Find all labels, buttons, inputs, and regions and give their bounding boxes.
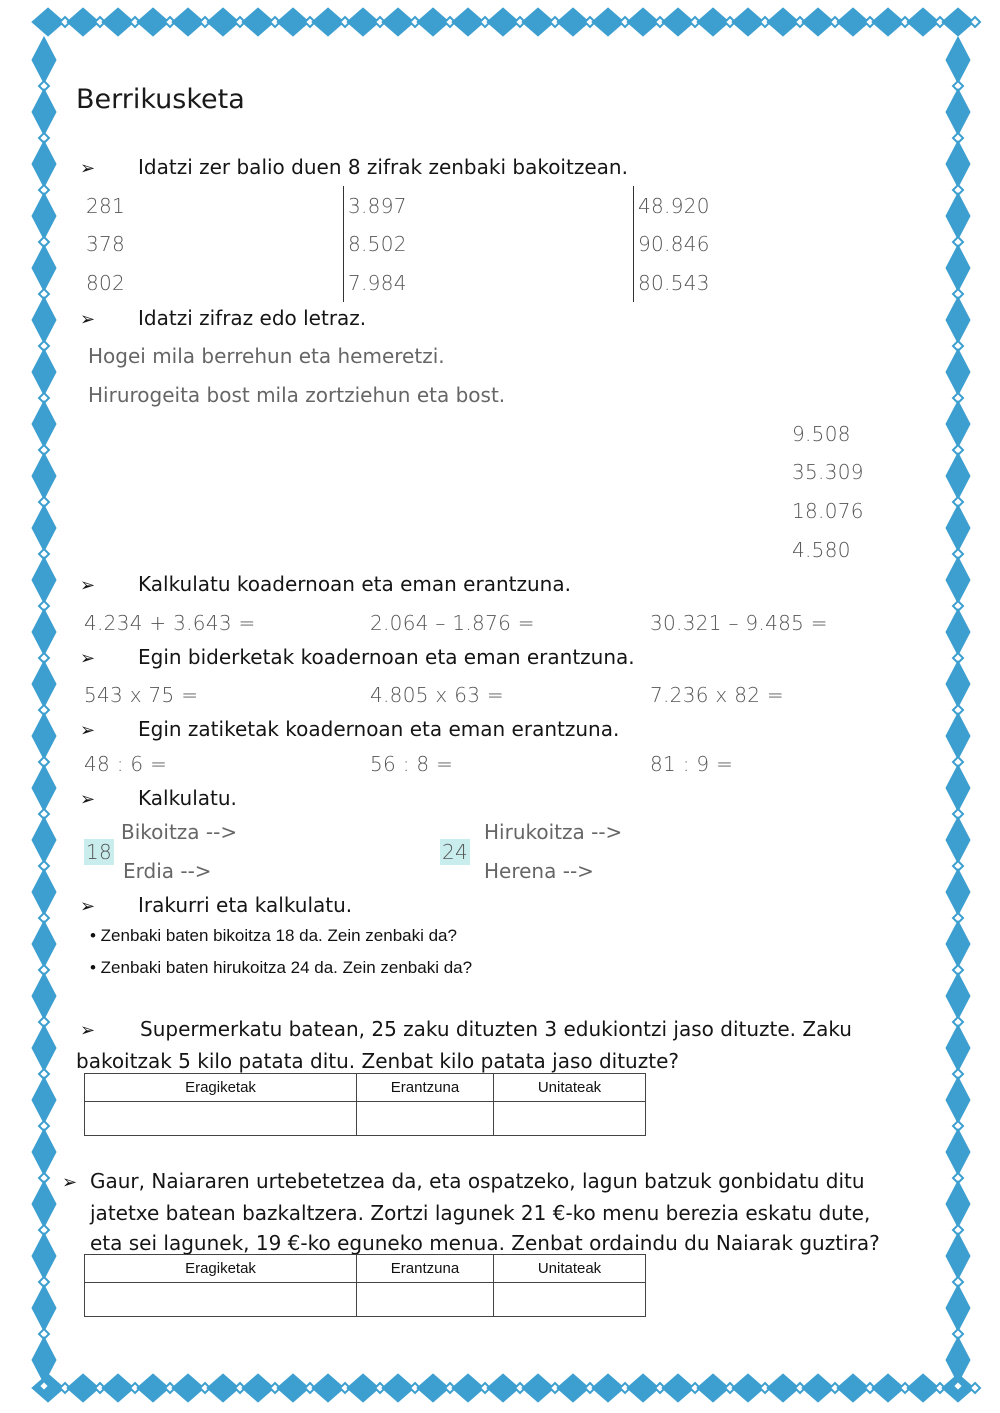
border-diamond-small bbox=[970, 17, 980, 27]
task-heading-write: ➢ Idatzi zifraz edo letraz. bbox=[80, 306, 367, 330]
column-divider bbox=[633, 186, 634, 302]
digit-number: 802 bbox=[86, 271, 126, 295]
digit-number: 378 bbox=[86, 232, 126, 256]
calc-number-box: 24 bbox=[442, 840, 469, 864]
arrow-bullet-icon: ➢ bbox=[80, 1020, 96, 1041]
calc-label: Erdia --> bbox=[123, 859, 212, 883]
arrow-bullet-icon: ➢ bbox=[80, 896, 96, 917]
answer-cell[interactable] bbox=[85, 1102, 357, 1136]
arrow-bullet-icon: ➢ bbox=[62, 1172, 78, 1193]
border-diamond bbox=[32, 141, 56, 187]
border-diamond bbox=[946, 1181, 970, 1227]
border-diamond bbox=[946, 609, 970, 655]
border-diamond bbox=[946, 921, 970, 967]
answer-cell[interactable] bbox=[85, 1283, 357, 1317]
border-diamond bbox=[946, 557, 970, 603]
border-diamond bbox=[32, 817, 56, 863]
multiply-exercise: 543 x 75 = bbox=[84, 683, 199, 707]
arrow-bullet-icon: ➢ bbox=[80, 309, 96, 330]
problem-text: ➢ Supermerkatu batean, 25 zaku dituzten 3 edukiontzi jaso dituzte. Zaku bakoitzak 5 kilo patata ditu. Zenbat kilo patata jaso dituzte? bbox=[76, 1017, 852, 1073]
table-header: Erantzuna bbox=[357, 1255, 494, 1283]
border-diamond bbox=[32, 1285, 56, 1331]
border-diamond bbox=[32, 765, 56, 811]
table-header: Unitateak bbox=[494, 1074, 646, 1102]
border-diamond bbox=[32, 349, 56, 395]
multiply-exercise: 7.236 x 82 = bbox=[650, 683, 784, 707]
border-diamond bbox=[946, 297, 970, 343]
border-diamond bbox=[32, 89, 56, 135]
addsub-exercise: 2.064 – 1.876 = bbox=[370, 611, 535, 635]
numeral-item: 35.309 bbox=[792, 460, 864, 484]
arrow-bullet-icon: ➢ bbox=[80, 575, 96, 596]
arrow-bullet-icon: ➢ bbox=[80, 158, 96, 179]
task-heading-read: ➢ Irakurri eta kalkulatu. bbox=[80, 893, 353, 917]
border-diamond bbox=[32, 245, 56, 291]
words-item: Hirurogeita bost mila zortziehun eta bost. bbox=[88, 383, 506, 407]
border-diamond bbox=[32, 973, 56, 1019]
numeral-item: 9.508 bbox=[792, 422, 851, 446]
border-diamond bbox=[32, 921, 56, 967]
border-diamond bbox=[32, 1337, 56, 1383]
arrow-bullet-icon: ➢ bbox=[80, 789, 96, 810]
border-diamond bbox=[946, 505, 970, 551]
table-header: Erantzuna bbox=[357, 1074, 494, 1102]
task-heading-calculate: ➢ Kalkulatu. bbox=[80, 786, 237, 810]
numeral-item: 18.076 bbox=[792, 499, 864, 523]
border-diamond bbox=[946, 349, 970, 395]
border-diamond bbox=[946, 1285, 970, 1331]
answer-cell[interactable] bbox=[357, 1283, 494, 1317]
border-diamond bbox=[946, 869, 970, 915]
border-diamond bbox=[32, 661, 56, 707]
border-diamond bbox=[32, 297, 56, 343]
arrow-bullet-icon: ➢ bbox=[80, 720, 96, 741]
border-diamond bbox=[32, 1077, 56, 1123]
digit-number: 48.920 bbox=[638, 194, 710, 218]
answer-cell[interactable] bbox=[494, 1102, 646, 1136]
calc-label: Hirukoitza --> bbox=[484, 820, 623, 844]
digit-number: 8.502 bbox=[348, 232, 407, 256]
digit-number: 281 bbox=[86, 194, 126, 218]
border-diamond bbox=[946, 141, 970, 187]
border-diamond bbox=[32, 869, 56, 915]
table-header: Eragiketak bbox=[85, 1074, 357, 1102]
calc-label: Bikoitza --> bbox=[121, 820, 238, 844]
border-diamond bbox=[32, 713, 56, 759]
answer-cell[interactable] bbox=[357, 1102, 494, 1136]
border-diamond bbox=[946, 245, 970, 291]
answer-cell[interactable] bbox=[494, 1283, 646, 1317]
border-diamond bbox=[32, 1181, 56, 1227]
border-diamond bbox=[946, 89, 970, 135]
answer-table bbox=[84, 1254, 646, 1317]
numeral-item: 4.580 bbox=[792, 538, 851, 562]
task-heading-addsub: ➢ Kalkulatu koadernoan eta eman erantzuna. bbox=[80, 572, 571, 596]
border-diamond bbox=[946, 817, 970, 863]
divide-exercise: 81 : 9 = bbox=[650, 752, 734, 776]
border-diamond bbox=[32, 1129, 56, 1175]
page-title: Berrikusketa bbox=[76, 84, 245, 115]
border-diamond bbox=[32, 401, 56, 447]
border-diamond bbox=[946, 193, 970, 239]
border-diamond bbox=[32, 505, 56, 551]
border-diamond bbox=[946, 1337, 970, 1383]
calc-number-box: 18 bbox=[86, 840, 113, 864]
question-item: • Zenbaki baten bikoitza 18 da. Zein zenbaki da? bbox=[90, 926, 457, 945]
divide-exercise: 56 : 8 = bbox=[370, 752, 454, 776]
border-diamond bbox=[32, 609, 56, 655]
digit-number: 7.984 bbox=[348, 271, 407, 295]
border-diamond bbox=[32, 557, 56, 603]
border-diamond bbox=[32, 1233, 56, 1279]
answer-table bbox=[84, 1073, 646, 1136]
divide-exercise: 48 : 6 = bbox=[84, 752, 168, 776]
digit-number: 80.543 bbox=[638, 271, 710, 295]
table-header: Unitateak bbox=[494, 1255, 646, 1283]
border-diamond bbox=[946, 453, 970, 499]
border-diamond bbox=[32, 453, 56, 499]
border-diamond bbox=[946, 1077, 970, 1123]
calc-label: Herena --> bbox=[484, 859, 594, 883]
addsub-exercise: 4.234 + 3.643 = bbox=[84, 611, 256, 635]
task-heading-multiply: ➢ Egin biderketak koadernoan eta eman erantzuna. bbox=[80, 645, 635, 669]
border-diamond bbox=[946, 973, 970, 1019]
border-diamond bbox=[946, 661, 970, 707]
border-diamond bbox=[946, 37, 970, 83]
column-divider bbox=[343, 186, 344, 302]
addsub-exercise: 30.321 – 9.485 = bbox=[650, 611, 828, 635]
border-diamond bbox=[946, 713, 970, 759]
digit-number: 3.897 bbox=[348, 194, 407, 218]
problem-text: ➢ Gaur, Naiararen urtebetetzea da, eta ospatzeko, lagun batzuk gonbidatu ditu jatetxe batean bazkaltzera. Zortzi lagunek 21 €-ko menu berezia eskatu dute, eta sei lagunek, 19 €-ko eguneko menua. Zenbat ordaindu du Naiarak guztira? bbox=[62, 1169, 880, 1255]
border-diamond bbox=[946, 1129, 970, 1175]
multiply-exercise: 4.805 x 63 = bbox=[370, 683, 504, 707]
border-diamond bbox=[946, 765, 970, 811]
task-heading-divide: ➢ Egin zatiketak koadernoan eta eman erantzuna. bbox=[80, 717, 620, 741]
digit-number: 90.846 bbox=[638, 232, 710, 256]
border-diamond-small bbox=[970, 1383, 980, 1393]
question-item: • Zenbaki baten hirukoitza 24 da. Zein zenbaki da? bbox=[90, 958, 473, 977]
border-diamond bbox=[946, 1233, 970, 1279]
arrow-bullet-icon: ➢ bbox=[80, 648, 96, 669]
table-header: Eragiketak bbox=[85, 1255, 357, 1283]
words-item: Hogei mila berrehun eta hemeretzi. bbox=[88, 344, 445, 368]
border-diamond bbox=[32, 193, 56, 239]
border-diamond bbox=[32, 1025, 56, 1071]
task-heading-digit-value: ➢ Idatzi zer balio duen 8 zifrak zenbaki bakoitzean. bbox=[80, 155, 628, 179]
border-diamond bbox=[946, 401, 970, 447]
border-diamond bbox=[32, 37, 56, 83]
